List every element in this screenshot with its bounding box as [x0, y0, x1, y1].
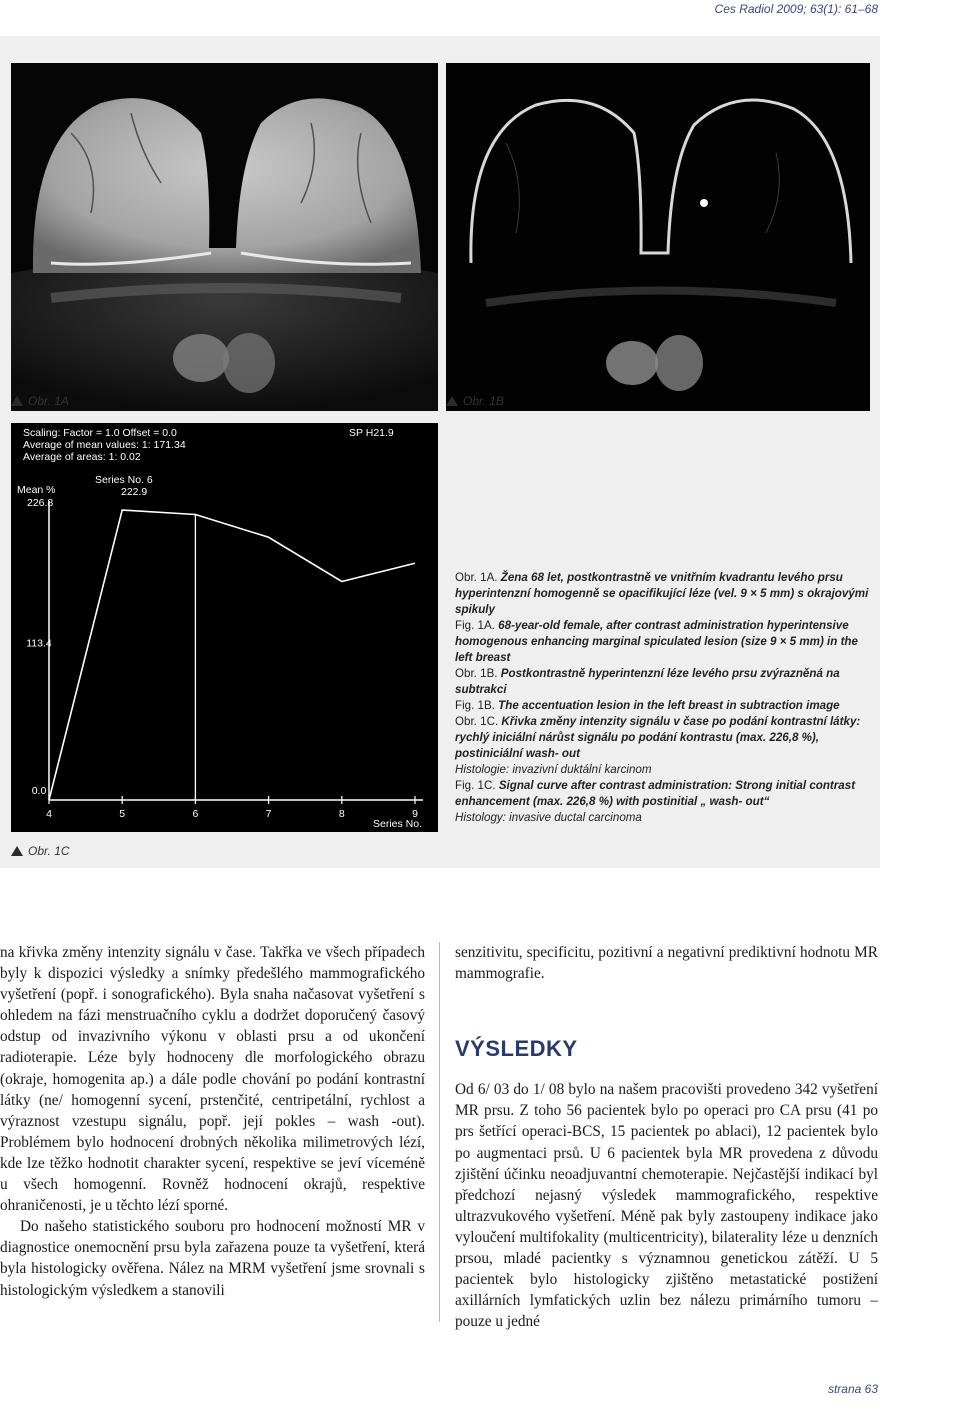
triangle-marker-icon: [446, 396, 458, 406]
x-tick-label: 4: [46, 808, 52, 820]
body-column-right: [455, 942, 878, 1332]
x-tick-label: 7: [265, 808, 272, 820]
x-tick-label: 5: [119, 808, 126, 820]
caption-histology-en: Histology: invasive ductal carcinoma: [455, 811, 642, 824]
x-tick-label: 8: [338, 808, 345, 820]
body-column-left: [0, 942, 425, 1301]
section-heading: VÝSLEDKY: [455, 1036, 578, 1062]
signal-curve-svg: [11, 423, 438, 832]
mri-image-1b: [446, 63, 870, 411]
y-max-label: 226.8: [27, 497, 54, 509]
series-value: 222.9: [121, 486, 148, 498]
figure-label-1a: Obr. 1A: [11, 394, 69, 408]
caption-1b-cz: Obr. 1B. Postkontrastně hyperintenzní léze levého prsu zvýrazněná na subtrakci: [455, 667, 840, 696]
triangle-marker-icon: [11, 396, 23, 406]
info-line-3: Average of areas: 1: 0.02: [23, 451, 141, 463]
sp-label: SP H21.9: [349, 427, 394, 439]
mri-image-1a: [11, 63, 438, 411]
info-line-1: Scaling: Factor = 1.0 Offset = 0.0: [23, 427, 177, 439]
body-paragraph: Do našeho statistického souboru pro hodnocení možností MR v diagnostice onemocnění prsu byla zařazena pouze ta vyšetření, která byla histologicky ověřena. Nález na MRM vyšetření jsme srovnali s histologickým výsledkem a stanovili: [0, 1218, 425, 1299]
x-tick-label: 9: [412, 808, 418, 820]
body-paragraph: Od 6/ 03 do 1/ 08 bylo na našem pracovišti provedeno 342 vyšetření MR prsu. Z toho 56 pacientek bylo po operaci pro CA prsu (41 po prs šetřící operaci-BCS, 15 pacientek po ablaci), 12 pacientek bylo po augmentaci prsů. U 6 pacientek byla MR provedena z důvodu zjištění účinku neoadjuvantní chemoterapie. Nejčastější indikací byl předchozí nejasný výsledek mammografického, respektive ultrazvukového vyšetření. Méně pak byly zastoupeny indikace jako vyloučení multifokality (multicentricity), bilaterality léze u denzních prsou, mladé pacientky s významnou genetickou zátěží. U 5 pacientek bylo histologicky zjištěno metastatické postižení axillárních lymfatických uzlin bez nálezu primárního tumoru – pouze u jedné: [455, 1081, 878, 1331]
signal-curve-line: [49, 510, 415, 800]
caption-1a-en: Fig. 1A. 68-year-old female, after contrast administration hyperintensive homogenous enhancing marginal spiculated lesion (size 9 × 5 mm) in the left breast: [455, 619, 858, 664]
x-axis-title: Series No.: [373, 818, 423, 830]
figure-label-1c: Obr. 1C: [11, 844, 70, 858]
caption-1c-en: Fig. 1C. Signal curve after contrast administration: Strong initial contrast enhancement (max. 226,8 %) with postinitial „ wash- out“: [455, 779, 856, 808]
x-tick-label: 6: [192, 808, 199, 820]
triangle-marker-icon: [11, 846, 23, 856]
caption-1b-en: Fig. 1B. The accentuation lesion in the left breast in subtraction image: [455, 699, 840, 712]
page-number: strana 63: [827, 1382, 878, 1396]
column-divider: [439, 942, 440, 1322]
caption-1c-cz: Obr. 1C. Křivka změny intenzity signálu v čase po podání kontrastní látky: rychlý iniciální nárůst signálu po podání kontrastu (max. 226,8 %), postiniciální wash- out: [455, 715, 861, 760]
y-tick-label: 113.4: [26, 637, 52, 650]
body-paragraph: senzitivitu, specificitu, pozitivní a negativní prediktivní hodnotu MR mammografie.: [455, 944, 878, 983]
caption-1a-cz: Obr. 1A. Žena 68 let, postkontrastně ve vnitřním kvadrantu levého prsu hyperintenzní homogenně se opacifikující léze (vel. 9 × 5 mm) s okrajovými spikuly: [455, 571, 869, 616]
body-paragraph: na křivka změny intenzity signálu v čase. Takřka ve všech případech byly k dispozici výsledky a snímky předešlého mammografického vyšetření (popř. i sonografického). Byla snaha načasovat vyšetření s ohledem na fázi menstruačního cyklu a dodržet doporučený časový odstup od invazivního výkonu v oblasti prsu a od ukončení radioterapie. Léze byly hodnoceny dle morfologického obrazu (okraje, homogenita ap.) a dále podle chování po podání kontrastní látky (ne/ homogenní sycení, prstenčité, centripetální, rychlost a výraznost vzestupu signálu, popř. její pokles – wash -out). Problémem bylo hodnocení drobných několika milimetrových lézí, kde lze těžko hodnotit charakter sycení, respektive se jeví víceméně u všech homogenní. Rovněž hodnocení okrajů, respektive ohraničenosti, je u těchto lézí sporné.: [0, 944, 425, 1215]
info-line-2: Average of mean values: 1: 171.34: [23, 439, 186, 451]
journal-header: Ces Radiol 2009; 63(1): 61–68: [714, 2, 878, 16]
figure-label-1b: Obr. 1B: [446, 394, 504, 408]
caption-histology-cz: Histologie: invazivní duktální karcinom: [455, 763, 652, 776]
series-label: Series No. 6: [95, 474, 153, 486]
figure-caption: [455, 570, 870, 826]
signal-curve-chart: [11, 423, 438, 832]
y-tick-label: 0.0: [31, 785, 47, 797]
y-axis-title: Mean %: [17, 484, 56, 496]
figure-panel: [0, 36, 880, 868]
